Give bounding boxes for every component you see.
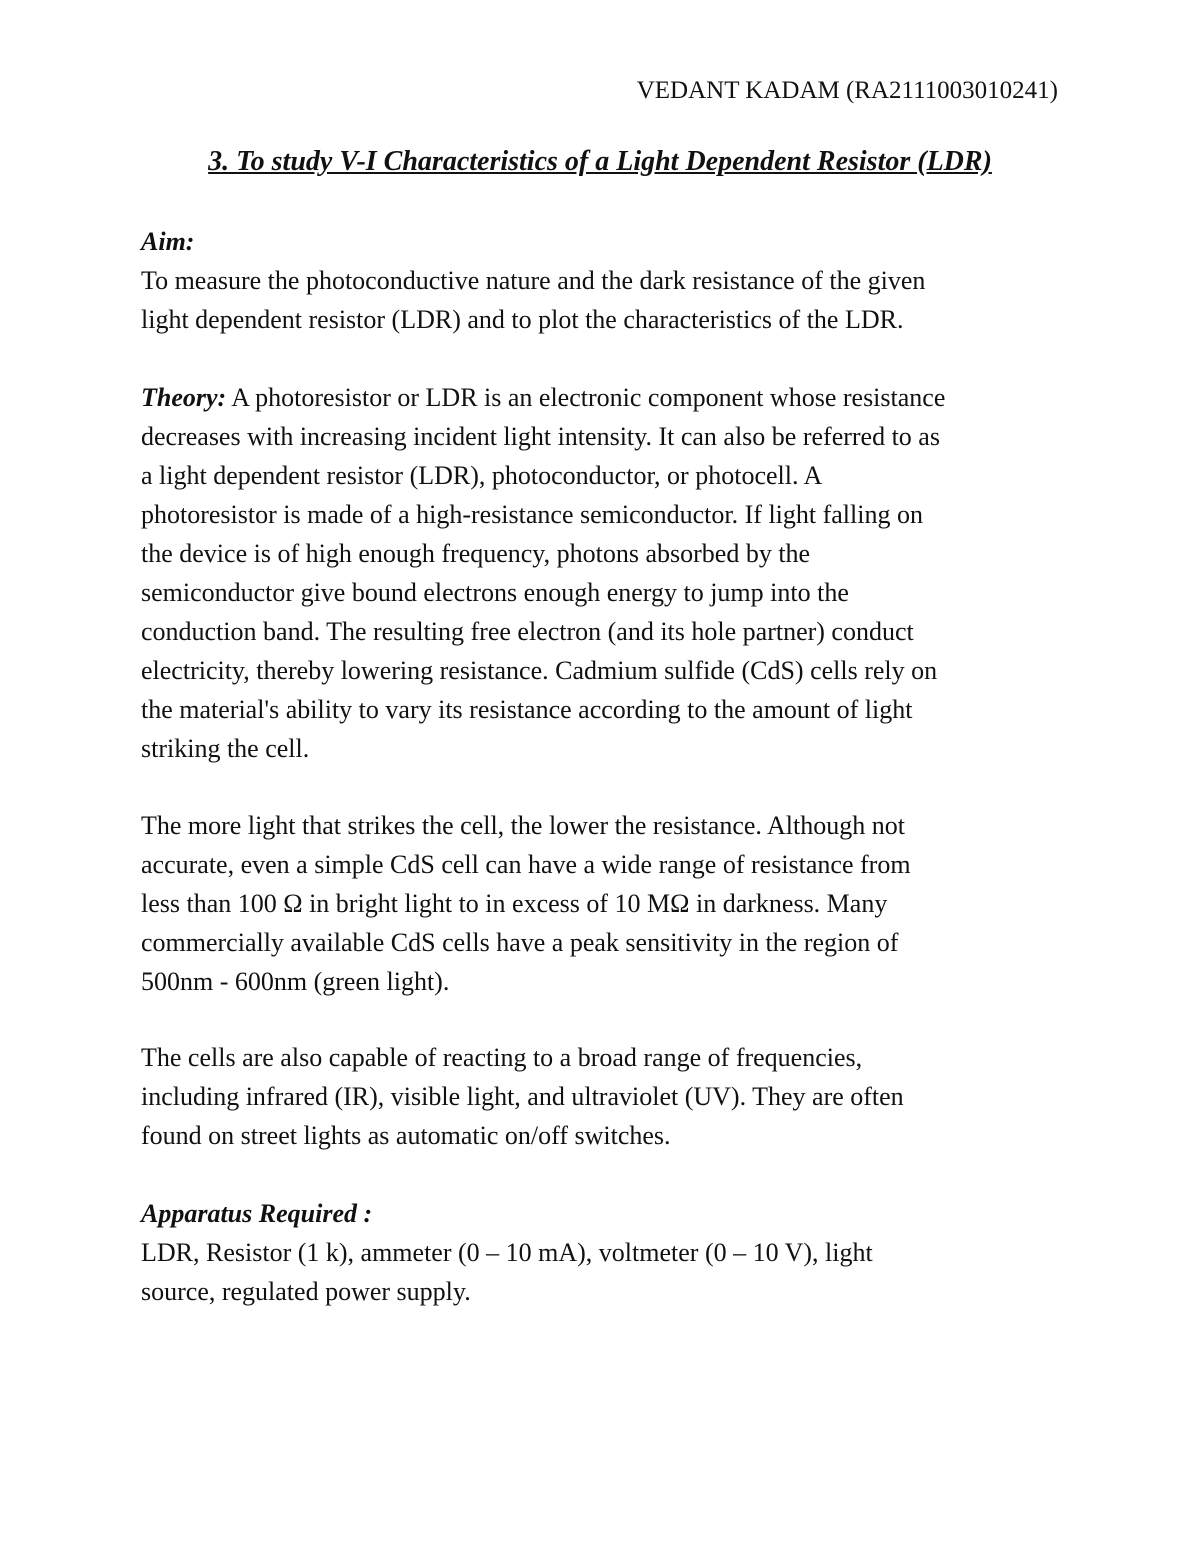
paragraph-line: commercially available CdS cells have a peak sensitivity in the region of (141, 928, 899, 957)
resistance-paragraph (141, 806, 1081, 1001)
apparatus-label: Apparatus Required : (141, 1199, 373, 1228)
paragraph-line: 500nm - 600nm (green light). (141, 967, 450, 996)
paragraph-line: The more light that strikes the cell, the lower the resistance. Although not (141, 811, 905, 840)
theory-line: the device is of high enough frequency, photons absorbed by the (141, 539, 811, 568)
paragraph-line: found on street lights as automatic on/off switches. (141, 1121, 671, 1150)
theory-label: Theory: (141, 383, 227, 412)
theory-first-line-text: A photoresistor or LDR is an electronic component whose resistance (226, 383, 946, 412)
theory-line: the material's ability to vary its resistance according to the amount of light (141, 695, 913, 724)
paragraph-line: accurate, even a simple CdS cell can have a wide range of resistance from (141, 850, 911, 879)
aim-line: light dependent resistor (LDR) and to plot the characteristics of the LDR. (141, 305, 904, 334)
theory-line: photoresistor is made of a high-resistance semiconductor. If light falling on (141, 500, 923, 529)
theory-line: a light dependent resistor (LDR), photoconductor, or photocell. A (141, 461, 823, 490)
theory-section (141, 378, 1081, 768)
aim-section (141, 222, 1081, 339)
theory-line: semiconductor give bound electrons enough energy to jump into the (141, 578, 849, 607)
author-header: VEDANT KADAM (RA2111003010241) (636, 77, 1058, 104)
theory-line: electricity, thereby lowering resistance. Cadmium sulfide (CdS) cells rely on (141, 656, 938, 685)
paragraph-line: including infrared (IR), visible light, and ultraviolet (UV). They are often (141, 1082, 904, 1111)
aim-line: To measure the photoconductive nature and the dark resistance of the given (141, 266, 926, 295)
frequency-paragraph (141, 1038, 1081, 1155)
experiment-title: 3. To study V-I Characteristics of a Light Dependent Resistor (LDR) (208, 146, 992, 177)
apparatus-line: LDR, Resistor (1 k), ammeter (0 – 10 mA), voltmeter (0 – 10 V), light (141, 1238, 873, 1267)
paragraph-line: The cells are also capable of reacting to a broad range of frequencies, (141, 1043, 863, 1072)
theory-line: conduction band. The resulting free electron (and its hole partner) conduct (141, 617, 914, 646)
aim-label: Aim: (141, 227, 195, 256)
theory-first-line (141, 378, 1081, 417)
paragraph-line: less than 100 Ω in bright light to in excess of 10 MΩ in darkness. Many (141, 889, 888, 918)
apparatus-section (141, 1194, 1081, 1311)
theory-line: decreases with increasing incident light intensity. It can also be referred to as (141, 422, 940, 451)
theory-line: striking the cell. (141, 734, 310, 763)
apparatus-line: source, regulated power supply. (141, 1277, 471, 1306)
